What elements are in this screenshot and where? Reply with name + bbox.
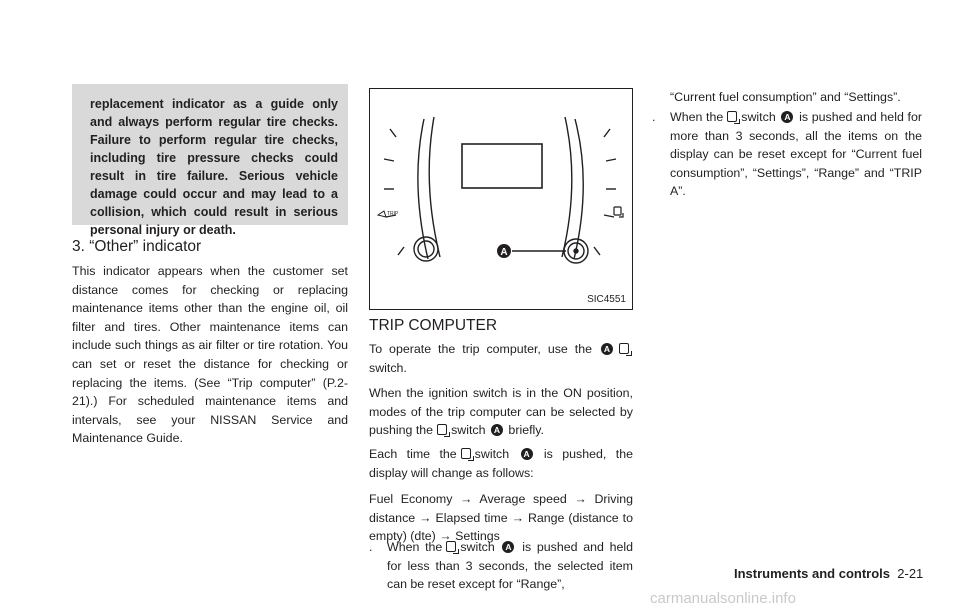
bullet-item-1: [387, 538, 633, 594]
footer-section: Instruments and controls: [734, 566, 891, 581]
badge-a-icon: A: [491, 424, 503, 436]
trip-p3-switch: switch: [474, 447, 510, 461]
trip-computer-figure: [369, 88, 633, 310]
callout-a-letter: A: [500, 247, 508, 258]
trip-paragraph-3: [369, 445, 633, 482]
trip-paragraph-2: [369, 384, 633, 440]
trip-p2-switch: switch: [451, 423, 486, 438]
trip-switch-icon: [461, 448, 471, 459]
trip-p1-text: To operate the trip computer, use the: [369, 342, 593, 356]
badge-a-icon: A: [521, 448, 533, 460]
bullet-mark: .: [652, 110, 656, 124]
trip-mode-sequence: Fuel Economy → Average speed → Driving distance → Elapsed time → Range (distance to empty) (dte) → Settings: [369, 492, 633, 544]
trip-switch-icon: [446, 541, 456, 552]
trip-p1-end: switch.: [369, 360, 407, 375]
warning-text: replacement indicator as a guide only and always perform regular tire checks. Failure to perform regular tire checks, including tire pressure checks could result in tire failure. Serious vehicle damage could occur and may lead to a collision, which could result in serious personal injury or death.: [90, 97, 338, 237]
bullet2-end: is pushed and held for more than 3 seconds, all the items on the display can be reset except for “Current fuel consumption”, “Settings”, “Range” and “TRIP A”.: [670, 110, 922, 199]
bullet1-text: When the: [387, 540, 443, 554]
trip-paragraph-1: [369, 340, 633, 377]
trip-computer-heading: TRIP COMPUTER: [369, 317, 498, 334]
bullet-mark: .: [369, 540, 373, 554]
other-indicator-paragraph: This indicator appears when the customer set distance comes for checking or replacing maintenance items other than the engine oil, oil filter and tires. Other maintenance items can include such things as air filter or tire rotation. You can set or reset the distance for checking or replacing the items. (See “Trip computer” (P.2-21).) For scheduled maintenance items and intervals, see your NISSAN Service and Maintenance Guide.: [72, 264, 348, 446]
footer-page-number: 2-21: [897, 566, 924, 581]
trip-switch-icon: [727, 111, 737, 122]
warning-box: [72, 84, 348, 237]
trip-p2-end: briefly.: [508, 423, 544, 438]
badge-a-icon: A: [502, 541, 514, 553]
bullet-item-2: [670, 108, 922, 201]
trip-switch-icon: [619, 343, 629, 354]
page-footer: [734, 566, 923, 581]
bullet1-continuation: “Current fuel consumption” and “Settings”.: [670, 90, 901, 104]
instrument-cluster-illustration: [370, 89, 632, 309]
badge-a-icon: A: [781, 111, 793, 123]
bullet2-switch: switch: [741, 110, 776, 124]
other-indicator-heading: 3. “Other” indicator: [72, 238, 202, 255]
bullet1-switch: switch: [460, 540, 495, 554]
badge-a-icon: A: [601, 343, 613, 355]
trip-p3-text: Each time the: [369, 447, 457, 461]
figure-code: SIC4551: [587, 294, 626, 305]
trip-label: TRIP: [387, 211, 399, 217]
bullet2-text: When the: [670, 110, 724, 124]
watermark: carmanualsonline.info: [650, 590, 796, 607]
bullet1-end: is pushed and held for less than 3 seconds, the selected item can be reset except for “Range”,: [387, 540, 634, 592]
trip-switch-icon: [437, 424, 447, 435]
trip-p3-end: is pushed, the display will change as follows:: [369, 447, 633, 480]
trip-p2-text: When the ignition switch is in the ON position, modes of the trip computer can be selected by pushing the: [369, 386, 633, 438]
